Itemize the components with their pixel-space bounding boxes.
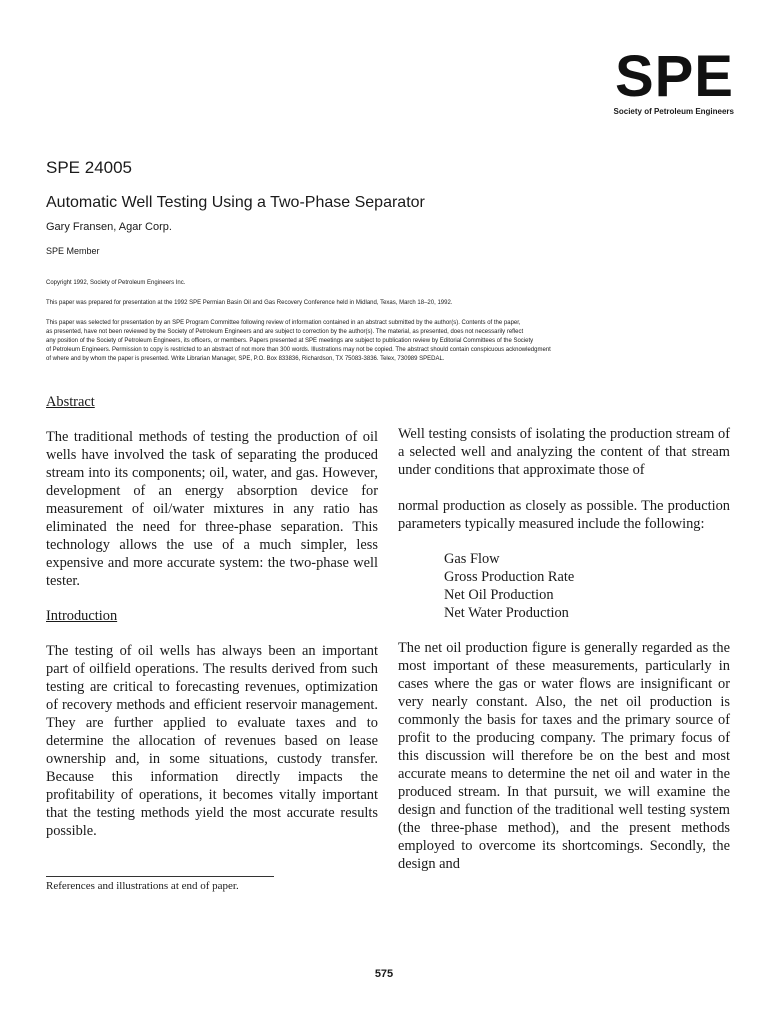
footnote: References and illustrations at end of paper. — [46, 880, 239, 892]
abstract-heading: Abstract — [46, 394, 95, 410]
disclaimer — [46, 319, 722, 364]
list-item: Gas Flow — [444, 551, 500, 567]
measurement-list — [398, 550, 730, 622]
presentation-note: This paper was prepared for presentation at the 1992 SPE Permian Basin Oil and Gas Recovery Conference held in Midland, Texas, March 18–20, 1992. — [46, 300, 453, 306]
disclaimer-line: as presented, have not been reviewed by the Society of Petroleum Engineers and are subject to correction by the author(s). The material, as presented, does not necessarily reflect — [46, 329, 524, 335]
introduction-text: The testing of oil wells has always been an important part of oilfield operations. The results derived from such testing are critical to forecasting revenues, optimization of recovery methods and efficient reservoir management. They are further applied to evaluate taxes and to determine the allocation of revenues based on lease ownership and, in some situations, custody transfer. Because this information directly impacts the profitability of operations, it becomes vitally important that the testing methods yield the most accurate results possible. — [46, 643, 378, 839]
membership: SPE Member — [46, 246, 100, 256]
page-number: 575 — [374, 968, 394, 980]
list-item: Net Water Production — [444, 605, 569, 621]
abstract-text: The traditional methods of testing the production of oil wells have involved the task of separating the produced stream into its components; oil, water, and gas. However, development of an energy absorption device for measurement of oil/water mixtures in any ratio has eliminated the need for three-phase separation. This technology allows the use of a much simpler, less expensive and more accurate system: the two-phase well tester. — [46, 429, 378, 589]
paper-title: Automatic Well Testing Using a Two-Phase Separator — [46, 194, 425, 211]
logo-subtitle: Society of Petroleum Engineers — [613, 107, 734, 116]
spe-logo — [613, 44, 734, 116]
list-item: Gross Production Rate — [444, 569, 575, 585]
disclaimer-line: any position of the Society of Petroleum Engineers, its officers, or members. Papers presented at SPE meetings are subject to publication review by Editorial Committees of the Society — [46, 338, 534, 344]
left-column — [46, 393, 378, 840]
logo-mark: SPE — [614, 44, 734, 109]
disclaimer-line: This paper was selected for presentation by an SPE Program Committee following review of information contained in an abstract submitted by the author(s). Contents of the paper, — [46, 320, 521, 326]
authors: Gary Fransen, Agar Corp. — [46, 221, 172, 233]
list-item: Net Oil Production — [444, 587, 554, 603]
disclaimer-line: of Petroleum Engineers. Permission to copy is restricted to an abstract of not more than 300 words. Illustrations may not be copied. The abstract should contain conspicuous acknowledgment — [46, 347, 551, 353]
right-paragraph-1: Well testing consists of isolating the production stream of a selected well and analyzing the content of that stream under conditions that approximate those of — [398, 426, 730, 478]
introduction-heading: Introduction — [46, 608, 118, 624]
copyright-notice: Copyright 1992, Society of Petroleum Engineers Inc. — [46, 280, 186, 286]
right-paragraph-3: The net oil production figure is generally regarded as the most important of these measurements, particularly in cases where the gas or water flows are insignificant or very nearly constant. Also, the net oil production is commonly the basis for taxes and the primary source of profit to the producing company. The primary focus of this discussion will therefore be on the best and most accurate means to determine the net oil and water in the produced stream. In that pursuit, we will examine the design and function of the traditional well testing system (the three-phase method), and the present methods employed to overcome its shortcomings. Secondly, the design and — [398, 640, 730, 872]
disclaimer-line: of where and by whom the paper is presented. Write Librarian Manager, SPE, P.O. Box 833836, Richardson, TX 75083-3836. Telex, 730989 SPEDAL. — [46, 356, 445, 362]
footnote-rule — [46, 876, 274, 877]
right-paragraph-2: normal production as closely as possible. The production parameters typically measured include the following: — [398, 498, 730, 532]
right-column — [398, 425, 730, 873]
paper-number: SPE 24005 — [46, 158, 133, 177]
